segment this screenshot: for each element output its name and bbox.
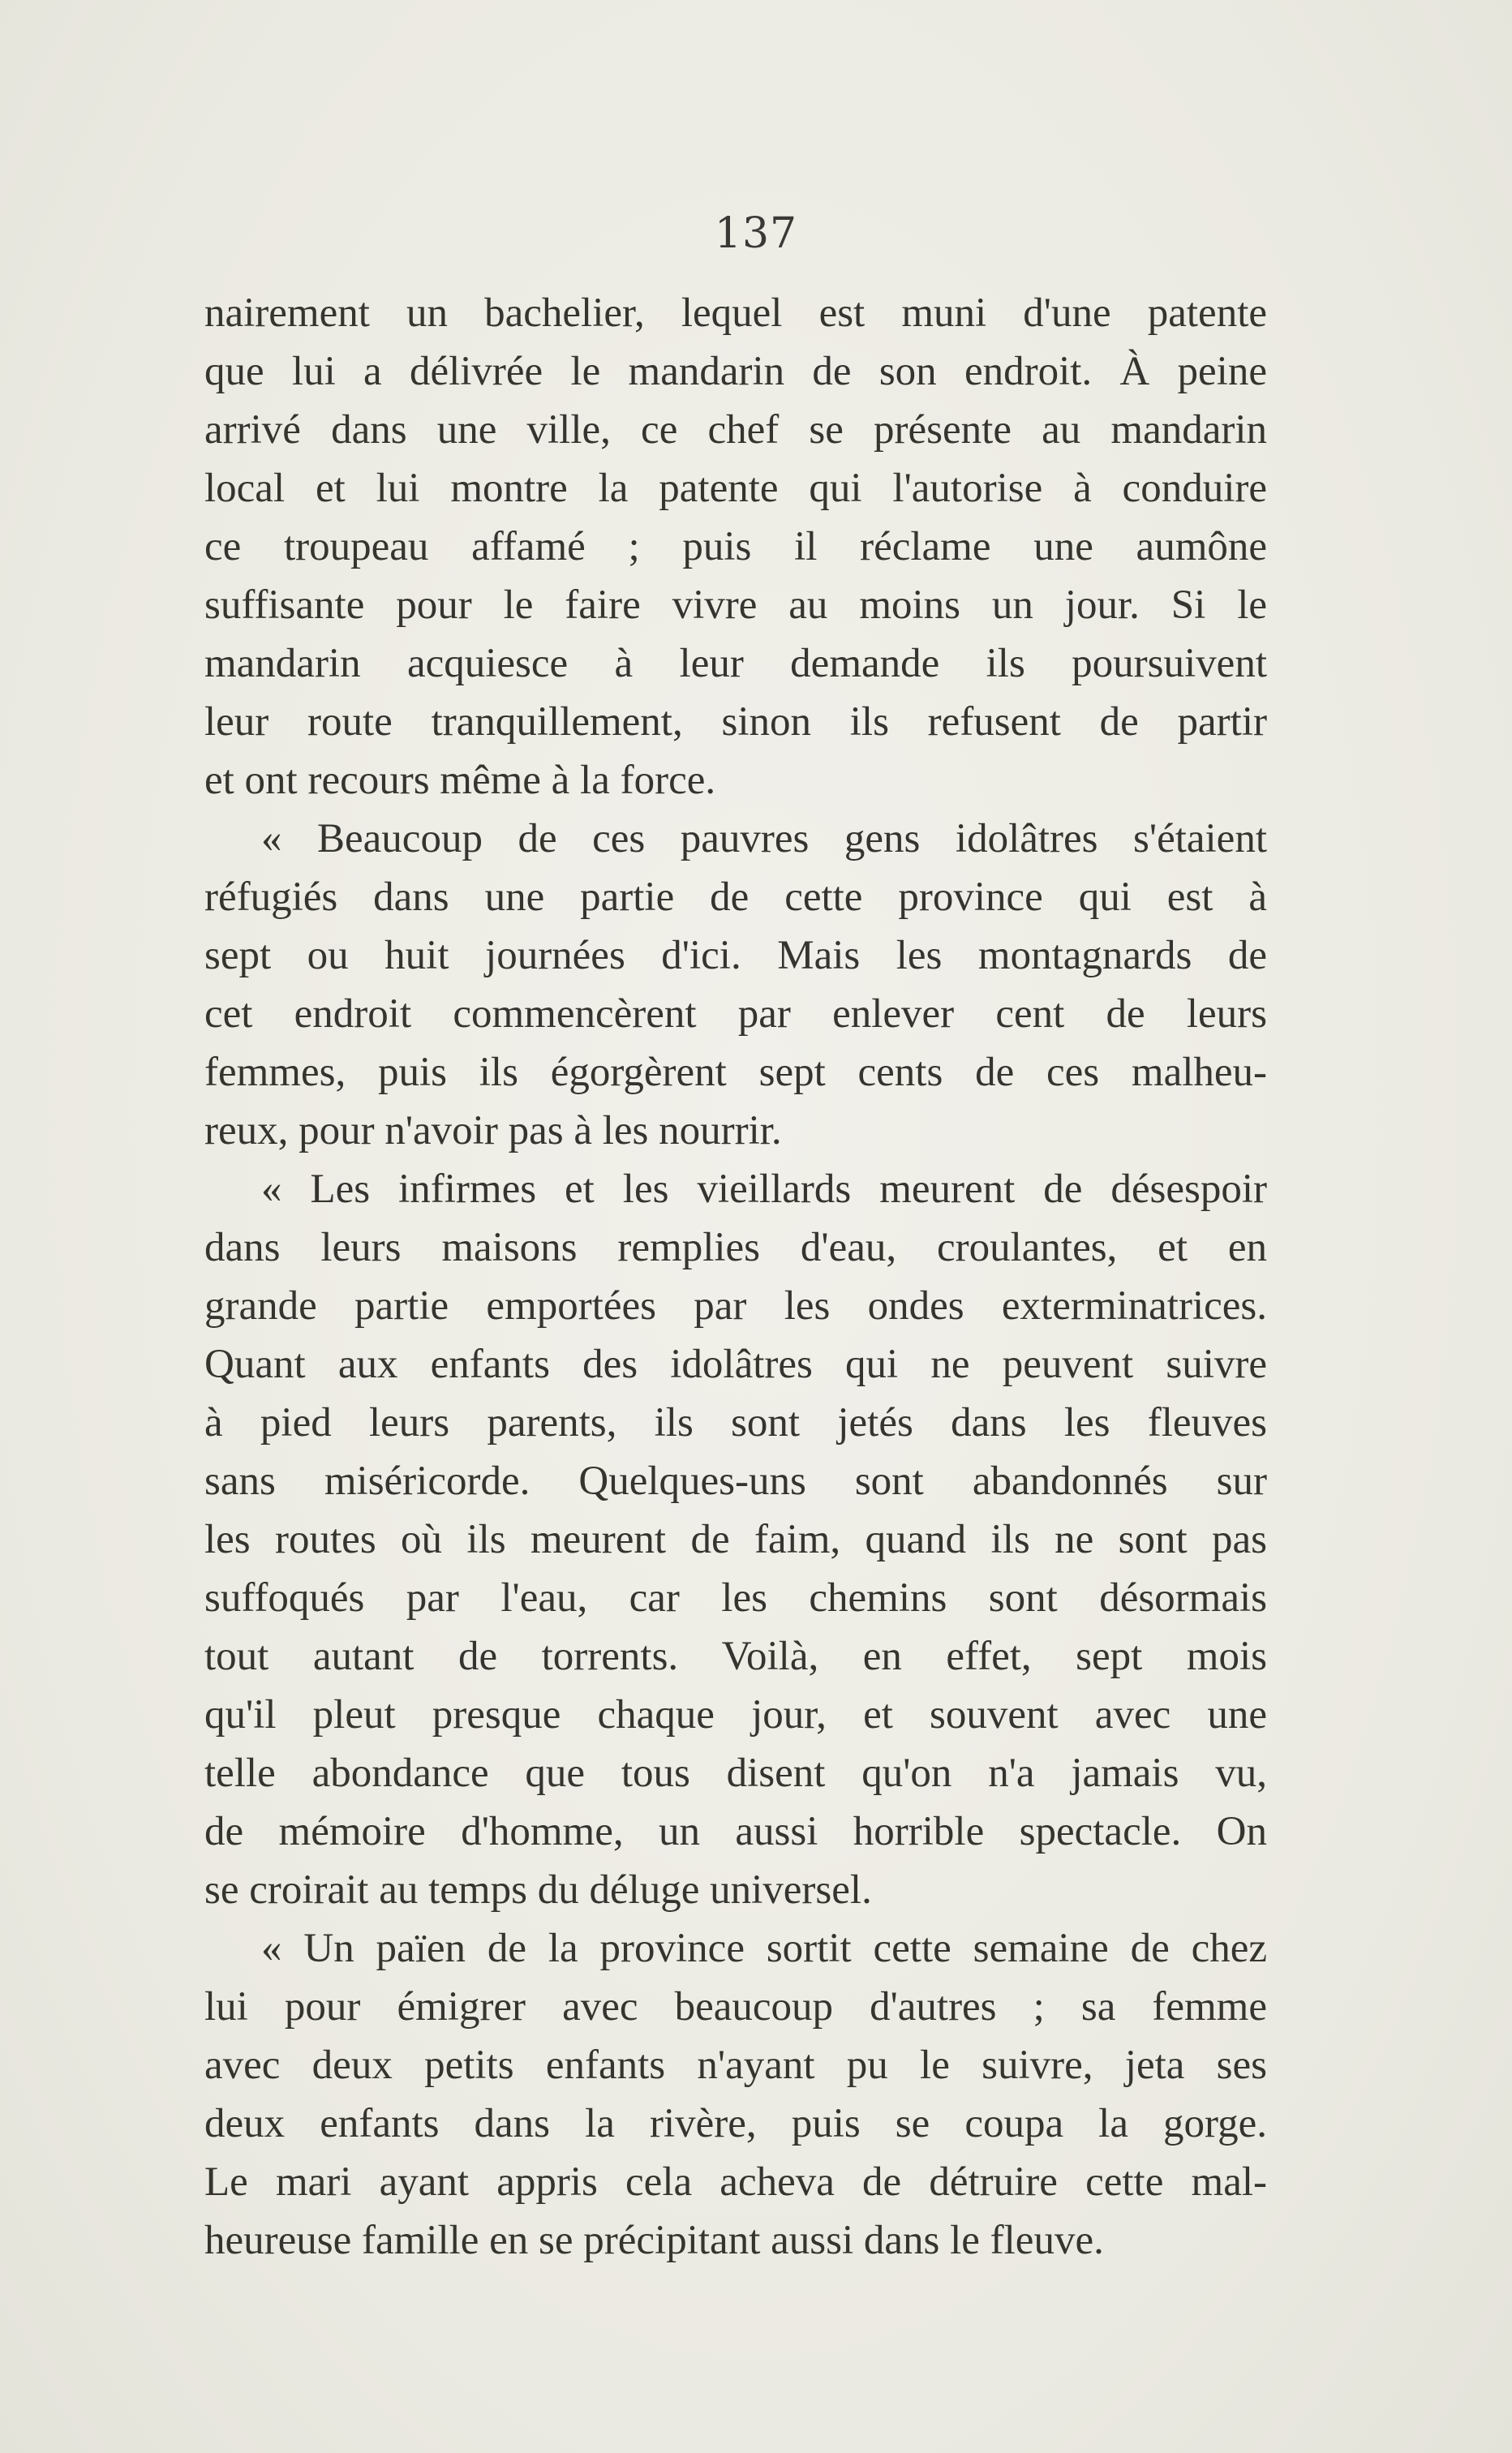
text-line: Le mari ayant appris cela acheva de détruire cette mal- [204, 2159, 1267, 2205]
paragraph-start-line: « Les infirmes et les vieillards meurent de désespoir [261, 1166, 1267, 1212]
paragraph-end-line: heureuse famille en se précipitant aussi dans le fleuve. [204, 2218, 1104, 2263]
text-line: suffisante pour le faire vivre au moins un jour. Si le [204, 582, 1267, 628]
text-line: suffoqués par l'eau, car les chemins sont désormais [204, 1575, 1267, 1621]
page-number: 137 [714, 209, 798, 258]
paragraph-start-line: « Un païen de la province sortit cette semaine de chez [261, 1926, 1267, 1971]
text-line: tout autant de torrents. Voilà, en effet, sept mois [204, 1634, 1267, 1679]
text-line: femmes, puis ils égorgèrent sept cents de ces malheu- [204, 1050, 1267, 1095]
text-line: mandarin acquiesce à leur demande ils poursuivent [204, 641, 1267, 686]
text-line: Quant aux enfants des idolâtres qui ne peuvent suivre [204, 1342, 1267, 1387]
text-line: dans leurs maisons remplies d'eau, croulantes, et en [204, 1225, 1267, 1270]
text-line: leur route tranquillement, sinon ils refusent de partir [204, 699, 1267, 745]
text-line: les routes où ils meurent de faim, quand ils ne sont pas [204, 1517, 1267, 1562]
text-line: local et lui montre la patente qui l'autorise à conduire [204, 466, 1267, 511]
text-line: réfugiés dans une partie de cette province qui est à [204, 874, 1267, 920]
text-line: de mémoire d'homme, un aussi horrible spectacle. On [204, 1809, 1267, 1854]
text-line: grande partie emportées par les ondes exterminatrices. [204, 1283, 1267, 1329]
paragraph-end-line: et ont recours même à la force. [204, 758, 716, 803]
page-body-text [204, 284, 1267, 2270]
paragraph-end-line: reux, pour n'avoir pas à les nourrir. [204, 1108, 782, 1153]
text-line: que lui a délivrée le mandarin de son endroit. À peine [204, 349, 1267, 394]
text-line: telle abondance que tous disent qu'on n'a jamais vu, [204, 1751, 1267, 1796]
text-line: sans miséricorde. Quelques-uns sont abandonnés sur [204, 1458, 1267, 1504]
text-line: à pied leurs parents, ils sont jetés dans les fleuves [204, 1400, 1267, 1446]
text-line: lui pour émigrer avec beaucoup d'autres ; sa femme [204, 1984, 1267, 2030]
text-line: deux enfants dans la rivère, puis se coupa la gorge. [204, 2101, 1267, 2146]
paragraph-start-line: « Beaucoup de ces pauvres gens idolâtres s'étaient [261, 816, 1267, 861]
text-line: arrivé dans une ville, ce chef se présente au mandarin [204, 407, 1267, 453]
text-line: nairement un bachelier, lequel est muni d'une patente [204, 290, 1267, 336]
text-line: ce troupeau affamé ; puis il réclame une aumône [204, 524, 1267, 569]
paragraph-end-line: se croirait au temps du déluge universel. [204, 1867, 872, 1913]
text-line: sept ou huit journées d'ici. Mais les montagnards de [204, 933, 1267, 978]
text-line: qu'il pleut presque chaque jour, et souvent avec une [204, 1692, 1267, 1738]
text-line: cet endroit commencèrent par enlever cent de leurs [204, 991, 1267, 1037]
text-line: avec deux petits enfants n'ayant pu le suivre, jeta ses [204, 2043, 1267, 2088]
